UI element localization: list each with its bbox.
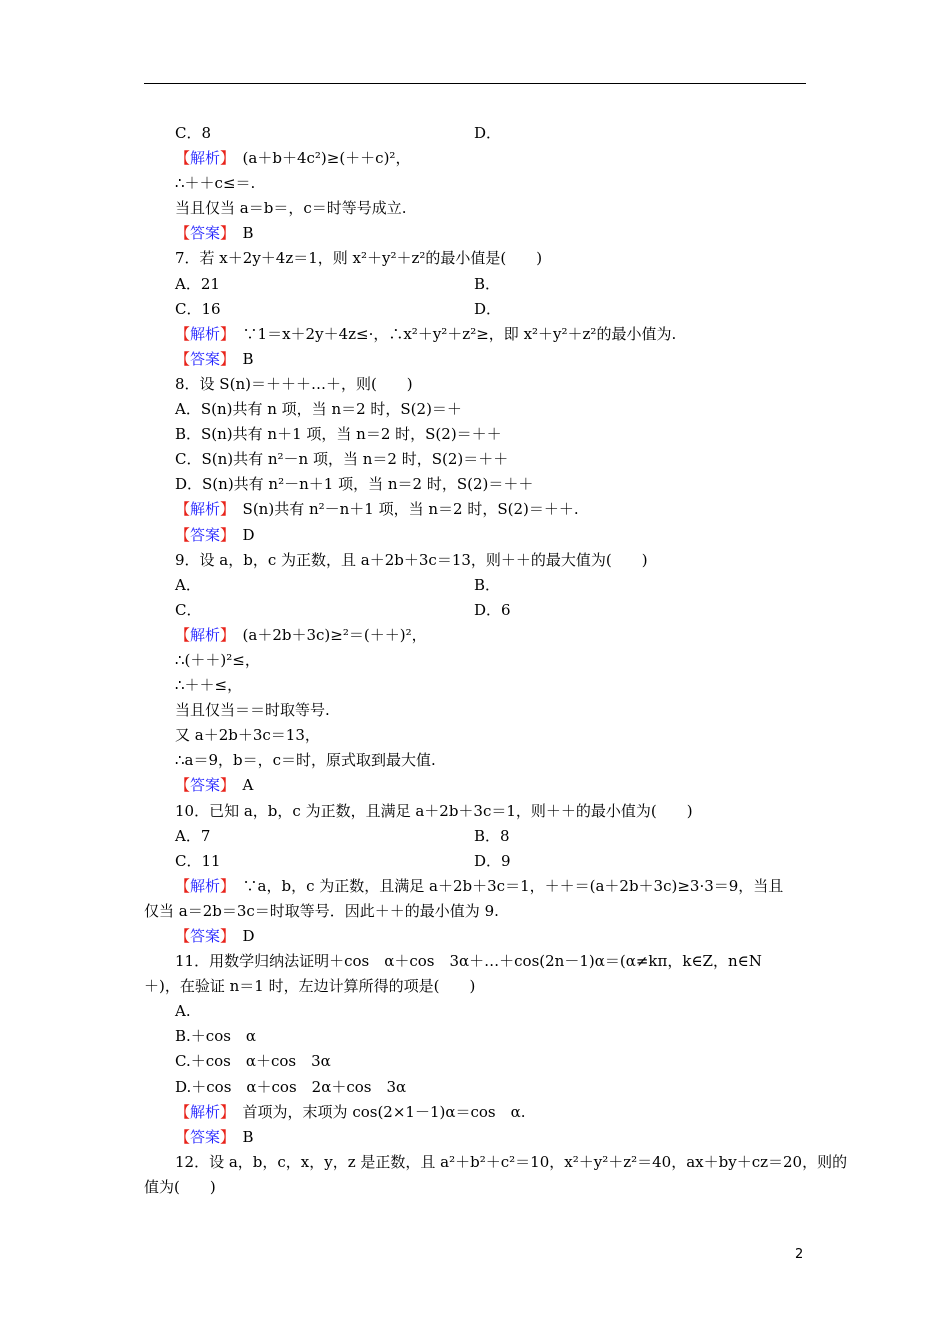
option-left: C．8 <box>175 124 212 142</box>
line-text: A <box>227 776 254 795</box>
text-line: A．S(n)共有 n 项，当 n＝2 时，S(2)＝＋ <box>175 400 462 419</box>
text-line: 10．已知 a，b，c 为正数，且满足 a＋2b＋3c＝1，则＋＋的最小值为( ) <box>175 801 693 820</box>
line-text: B <box>227 224 254 243</box>
line-text: ∵1＝x＋2y＋4z≤·，∴x²＋y²＋z²≥，即 x²＋y²＋z²的最小值为. <box>227 324 677 343</box>
text-line: A. <box>175 1002 191 1021</box>
wrapped-line: ＋)，在验证 n＝1 时，左边计算所得的项是( ) <box>144 977 476 996</box>
answer-options-row <box>175 121 815 146</box>
page-number: 2 <box>795 1247 804 1262</box>
option-right: B． <box>474 575 501 594</box>
answer-options-row <box>175 824 815 849</box>
analysis-line <box>175 497 815 522</box>
text-line: B.＋cos α <box>175 1027 257 1046</box>
text-line: C．S(n)共有 n²－n 项，当 n＝2 时，S(2)＝＋＋ <box>175 450 509 469</box>
answer-label: 【答案】 <box>175 1127 228 1146</box>
text-line: 11．用数学归纳法证明＋cos α＋cos 3α＋…＋cos(2n－1)α＝(α≠kπ，k∈Z，n∈N <box>175 952 762 971</box>
analysis-line <box>175 1100 815 1125</box>
text-line: ∴＋＋c≤＝. <box>175 174 256 193</box>
text-line: ∴＋＋≤， <box>175 676 243 695</box>
option-left: C． <box>175 600 202 619</box>
option-left: A． <box>175 575 201 594</box>
option-left: A．21 <box>175 274 220 293</box>
answer-options-row <box>175 598 815 623</box>
answer-options-row <box>175 849 815 874</box>
option-left: C．11 <box>175 851 221 870</box>
analysis-label: 【解析】 <box>175 324 228 343</box>
option-right: D． <box>474 299 502 318</box>
line-text: 首项为，末项为 cos(2×1－1)α＝cos α. <box>227 1102 526 1121</box>
answer-label: 【答案】 <box>175 927 228 945</box>
wrapped-line: 值为( ) <box>144 1177 216 1196</box>
answer-label: 【答案】 <box>175 349 228 368</box>
option-right: D．6 <box>474 600 511 619</box>
analysis-line <box>175 322 815 347</box>
analysis-line <box>175 623 815 648</box>
text-line: D．S(n)共有 n²－n＋1 项，当 n＝2 时，S(2)＝＋＋ <box>175 475 534 494</box>
answer-label: 【答案】 <box>175 224 228 243</box>
analysis-label: 【解析】 <box>175 876 228 895</box>
line-text: B <box>227 349 254 368</box>
line-text: S(n)共有 n²－n＋1 项，当 n＝2 时，S(2)＝＋＋. <box>227 500 579 519</box>
text-line: C.＋cos α＋cos 3α <box>175 1052 331 1071</box>
text-line: 9．设 a，b，c 为正数，且 a＋2b＋3c＝13，则＋＋的最大值为( ) <box>175 550 648 569</box>
answer-line <box>175 347 815 372</box>
text-line: 又 a＋2b＋3c＝13， <box>175 726 320 745</box>
option-right: B．8 <box>474 826 510 845</box>
analysis-label: 【解析】 <box>175 500 228 519</box>
answer-label: 【答案】 <box>175 776 228 795</box>
text-line: 8．设 S(n)＝＋＋＋…＋，则( ) <box>175 374 413 393</box>
answer-options-row <box>175 573 815 598</box>
text-line: D.＋cos α＋cos 2α＋cos 3α <box>175 1077 407 1096</box>
text-line: ∴a＝9，b＝，c＝时，原式取到最大值. <box>175 751 436 770</box>
text-line: 当且仅当 a＝b＝，c＝时等号成立. <box>175 199 407 218</box>
line-text: D <box>227 927 255 945</box>
analysis-label: 【解析】 <box>175 1102 228 1121</box>
header-rule <box>144 83 806 84</box>
answer-line <box>175 1125 815 1150</box>
line-text: D <box>227 525 255 544</box>
text-line: B．S(n)共有 n＋1 项，当 n＝2 时，S(2)＝＋＋ <box>175 425 502 444</box>
analysis-line <box>175 146 815 171</box>
answer-line <box>175 221 815 246</box>
option-left: A．7 <box>175 826 211 845</box>
answer-options-row <box>175 272 815 297</box>
answer-line <box>175 773 815 798</box>
answer-line <box>175 924 815 949</box>
text-line: 当且仅当＝＝时取等号. <box>175 701 330 720</box>
wrapped-line: 仅当 a＝2b＝3c＝时取等号．因此＋＋的最小值为 9. <box>144 901 499 920</box>
answer-options-row <box>175 297 815 322</box>
option-right: D． <box>474 124 502 142</box>
option-right: D．9 <box>474 851 511 870</box>
option-right: B． <box>474 274 501 293</box>
option-left: C．16 <box>175 299 221 318</box>
answer-label: 【答案】 <box>175 525 228 544</box>
analysis-label: 【解析】 <box>175 149 228 168</box>
document-body <box>144 121 848 1200</box>
line-text: ∵a，b，c 为正数，且满足 a＋2b＋3c＝1，＋＋＝(a＋2b＋3c)≥3·3＝9，当且 <box>227 876 784 895</box>
line-text: B <box>227 1127 254 1146</box>
text-line: 12．设 a，b，c，x，y，z 是正数，且 a²＋b²＋c²＝10，x²＋y²＋z²＝40，ax＋by＋cz＝20，则的 <box>175 1152 848 1171</box>
analysis-line <box>175 874 815 899</box>
answer-line <box>175 523 815 548</box>
line-text: (a＋2b＋3c)≥²＝(＋＋)²， <box>227 625 427 644</box>
line-text: (a＋b＋4c²)≥(＋＋c)²， <box>227 149 411 168</box>
analysis-label: 【解析】 <box>175 625 228 644</box>
text-line: 7．若 x＋2y＋4z＝1，则 x²＋y²＋z²的最小值是( ) <box>175 249 543 268</box>
text-line: ∴(＋＋)²≤， <box>175 650 260 669</box>
